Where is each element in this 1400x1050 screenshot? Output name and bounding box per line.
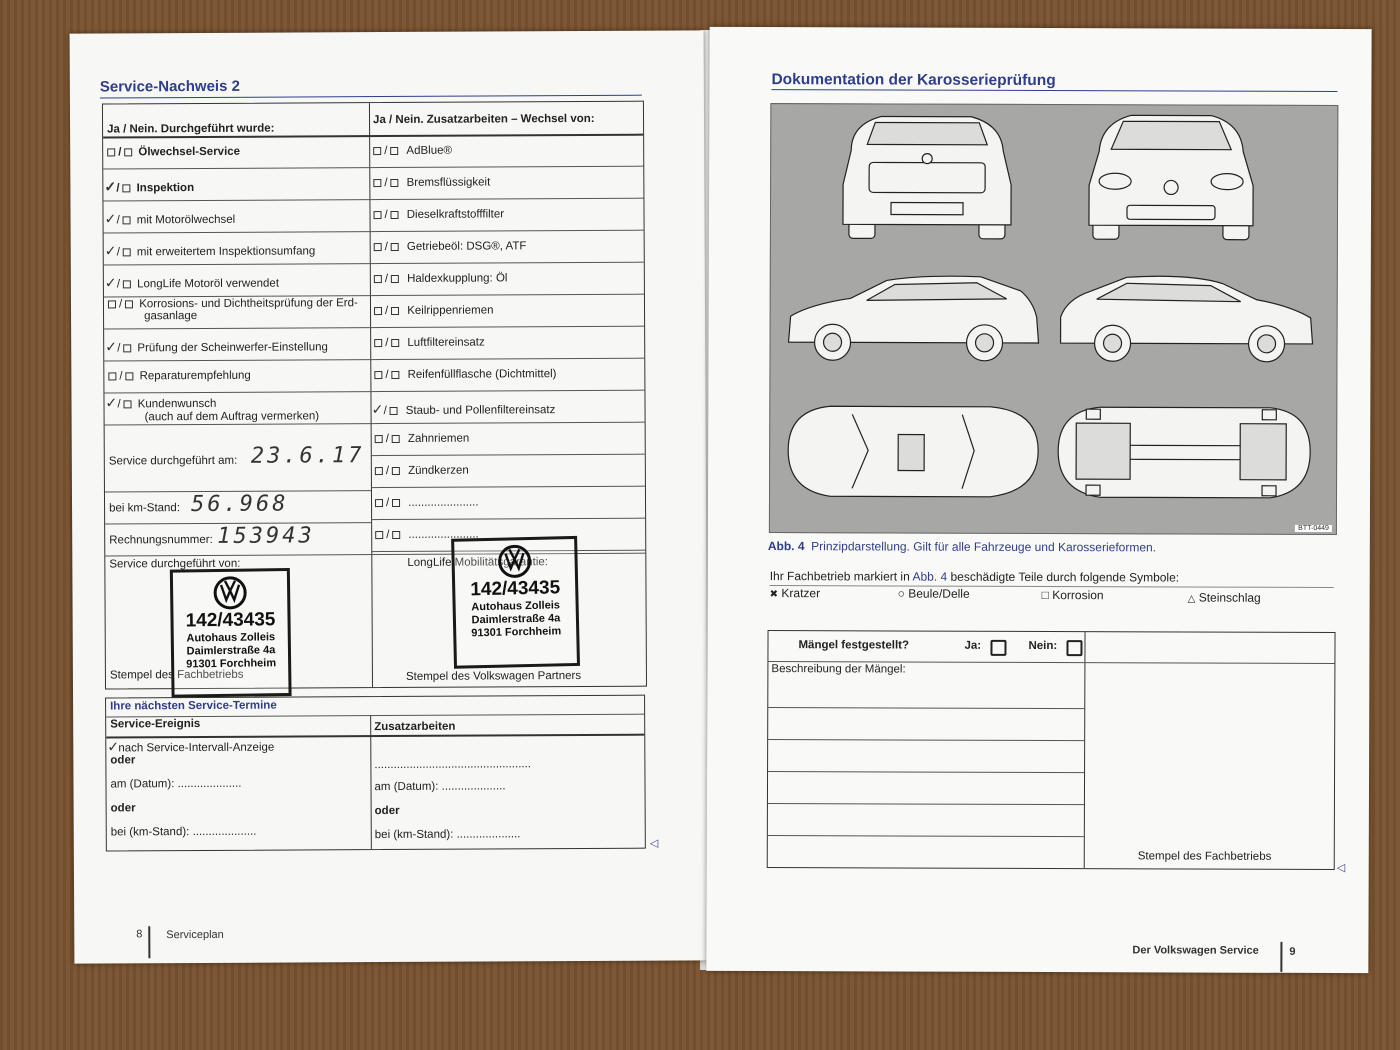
check-mark-icon[interactable]: ✓ [105, 394, 118, 411]
checkbox-icon[interactable] [392, 531, 400, 539]
partner-stamp [451, 536, 580, 669]
symbol-dent: ○ Beule/Delle [897, 586, 970, 601]
figure-code: BTT-0449 [1295, 525, 1332, 532]
service-item[interactable]: ✓/ Inspektion [104, 178, 195, 195]
extra-work-item[interactable]: / Dieselkraftstofffilter [373, 208, 504, 221]
left-page-title: Service-Nachweis 2 [99, 77, 240, 96]
invoice-value: 153943 [217, 523, 315, 549]
table-row-divider [371, 454, 645, 456]
left-section-name: Serviceplan [166, 928, 224, 942]
right-page-number: 9 [1289, 945, 1296, 958]
checkbox-icon[interactable] [375, 499, 383, 507]
stamp-name: Autohaus Zolleis [186, 631, 276, 645]
checkbox-icon[interactable] [374, 243, 382, 251]
stamp-dealer-label-right: Stempel des Fachbetriebs [1137, 850, 1272, 863]
checkbox-icon[interactable] [391, 339, 399, 347]
table-row-divider [370, 326, 644, 328]
extra-work-item[interactable]: / AdBlue® [373, 145, 452, 157]
service-item[interactable]: / Reparaturempfehlung [108, 370, 251, 383]
car-underbody-view-icon [1058, 407, 1310, 498]
service-date-value: 23.6.17 [250, 443, 365, 469]
table-row-divider [103, 167, 369, 169]
checkbox-icon[interactable] [107, 148, 115, 156]
extra-work-item[interactable]: ✓/ Staub- und Pollenfiltereinsatz [371, 401, 556, 418]
checkbox-icon[interactable] [391, 243, 399, 251]
continue-triangle-icon: ◁ [649, 837, 659, 850]
checkbox-icon[interactable] [392, 435, 400, 443]
extra-work-item[interactable]: / Reifenfüllflasche (Dichtmittel) [374, 368, 556, 381]
checkbox-icon[interactable] [392, 371, 400, 379]
marking-instruction: Ihr Fachbetrieb markiert in Abb. 4 beschädigte Teile durch folgende Symbole: [769, 569, 1180, 585]
checkbox-icon[interactable] [123, 248, 131, 256]
description-line[interactable] [768, 707, 1084, 709]
col2-header: Ja / Nein. Zusatzarbeiten – Wechsel von: [372, 112, 595, 127]
stamp-code: 142/43435 [185, 609, 276, 632]
no-checkbox[interactable] [1066, 640, 1082, 656]
checkbox-icon[interactable] [390, 147, 398, 155]
table-row-divider [371, 518, 645, 520]
checkbox-icon[interactable] [374, 371, 382, 379]
checkbox-icon[interactable] [123, 280, 131, 288]
km-value: 56.968 [190, 491, 289, 518]
table-row-divider [370, 294, 644, 296]
check-mark-icon[interactable]: ✓ [104, 210, 117, 227]
title-underline [100, 95, 642, 99]
next-col2-header: Zusatzarbeiten [374, 720, 456, 734]
service-item[interactable]: / Korrosions- und Dichtheitsprüfung der Erd- gasanlage [108, 297, 358, 322]
description-line[interactable] [768, 771, 1084, 773]
next-km-field[interactable]: bei (km-Stand): .................... [110, 825, 257, 839]
longlife-label: LongLife Mobilitätsgarantie: [407, 556, 549, 569]
dealer-stamp [170, 568, 292, 698]
checkbox-icon[interactable] [125, 300, 133, 308]
yes-checkbox[interactable] [990, 640, 1006, 656]
footer-divider [1280, 942, 1282, 972]
service-item[interactable]: / Ölwechsel-Service [107, 146, 240, 159]
next-service-table [105, 695, 646, 852]
next-service-title: Ihre nächsten Service-Termine [110, 699, 277, 713]
extra-work-item[interactable]: / ...................... [375, 497, 479, 510]
table-column-divider [1084, 632, 1086, 868]
stamp-street: Daimlerstraße 4a [471, 612, 561, 627]
extra-work-item[interactable]: / Getriebeöl: DSG®, ATF [374, 240, 527, 253]
checkbox-icon[interactable] [374, 307, 382, 315]
extra-work-item[interactable]: / Keilrippenriemen [374, 304, 494, 317]
title-underline [771, 89, 1337, 92]
checkbox-icon[interactable] [375, 435, 383, 443]
checkbox-icon[interactable] [391, 307, 399, 315]
service-item[interactable]: ✓/ Kundenwunsch (auch auf dem Auftrag vermerken) [105, 394, 320, 424]
checkbox-icon[interactable] [391, 179, 399, 187]
extra-work-item[interactable]: / Luftfiltereinsatz [374, 336, 485, 349]
table-row-divider [103, 199, 369, 201]
checkbox-icon[interactable] [375, 467, 383, 475]
checkbox-icon[interactable] [374, 275, 382, 283]
checkbox-icon[interactable] [392, 467, 400, 475]
checkbox-icon[interactable] [124, 148, 132, 156]
car-diagram-svg [770, 104, 1337, 534]
extra-work-item[interactable]: / ...................... [375, 529, 479, 542]
stamp-name: Autohaus Zolleis [471, 599, 561, 614]
symbol-stone-chip: △ Steinschlag [1187, 590, 1261, 605]
checkbox-icon[interactable] [123, 344, 131, 352]
vw-logo-icon [213, 576, 247, 610]
next-extra-field[interactable]: ................................................. [374, 758, 531, 772]
stamp-city: 91301 Forchheim [186, 657, 277, 671]
check-mark-icon[interactable]: ✓ [104, 178, 117, 195]
table-row-divider [104, 327, 370, 329]
stamp-city: 91301 Forchheim [471, 625, 562, 640]
table-row-divider [369, 166, 643, 168]
check-mark-icon: ✓ [107, 738, 120, 755]
checkbox-icon[interactable] [375, 531, 383, 539]
checkbox-icon[interactable] [123, 216, 131, 224]
car-diagram-figure [769, 103, 1338, 535]
description-line[interactable] [768, 739, 1084, 741]
footer-divider [148, 926, 150, 958]
left-page [70, 30, 709, 963]
checkbox-icon[interactable] [390, 407, 398, 415]
checkbox-icon[interactable] [126, 372, 134, 380]
extra-work-item[interactable]: / Zahnriemen [375, 433, 470, 445]
table-row-divider [106, 714, 644, 718]
table-row-divider [104, 263, 370, 265]
next-extra-km-field[interactable]: bei (km-Stand): .................... [374, 828, 521, 842]
check-mark-icon[interactable]: ✓ [105, 338, 117, 355]
km-label: bei km-Stand: [109, 502, 181, 515]
checkbox-icon[interactable] [374, 211, 382, 219]
extra-work-item[interactable]: / Haldexkupplung: Öl [374, 272, 508, 285]
stamp-street: Daimlerstraße 4a [186, 644, 276, 658]
checkbox-icon[interactable] [391, 211, 399, 219]
col1-header: Ja / Nein. Durchgeführt wurde: [107, 122, 275, 136]
defects-question: Mängel festgestellt? [798, 639, 910, 652]
description-line[interactable] [768, 803, 1084, 805]
table-row-divider [104, 359, 370, 361]
right-footer-title: Der Volkswagen Service [1132, 944, 1259, 957]
defects-table [767, 630, 1336, 870]
symbol-corrosion: □ Korrosion [1041, 588, 1104, 603]
description-line[interactable] [768, 835, 1084, 837]
figure-caption: Abb. 4 Prinzipdarstellung. Gilt für alle Fahrzeuge und Karosserieformen. [767, 539, 1157, 555]
checkbox-icon[interactable] [108, 372, 116, 380]
next-col1-header: Service-Ereignis [110, 717, 201, 731]
stamp-code: 142/43435 [470, 577, 561, 601]
next-extra-date-field[interactable]: am (Datum): .................... [374, 780, 506, 794]
table-row-divider [370, 358, 644, 360]
service-item[interactable]: ✓/ mit erweitertem Inspektionsumfang [104, 242, 316, 259]
checkbox-icon[interactable] [373, 147, 381, 155]
table-row-divider [371, 486, 645, 488]
next-or-2: oder [110, 802, 136, 815]
checkbox-icon[interactable] [124, 400, 132, 408]
service-item[interactable]: ✓/ Prüfung der Scheinwerfer-Einstellung [105, 338, 328, 355]
extra-work-item[interactable]: / Zündkerzen [375, 465, 469, 477]
service-date-label: Service durchgeführt am: [108, 454, 238, 468]
table-row-divider [370, 230, 644, 232]
car-left-side-view-icon [788, 276, 1038, 361]
table-row-divider [370, 262, 644, 264]
car-rear-view-icon [843, 116, 1011, 239]
no-label: Nein: [1028, 639, 1058, 653]
description-label: Beschreibung der Mängel: [771, 663, 906, 676]
checkbox-icon[interactable] [391, 275, 399, 283]
symbol-scratch: ✖ Kratzer [769, 586, 821, 601]
right-page [706, 27, 1371, 973]
checkbox-icon[interactable] [392, 499, 400, 507]
stamp-dealer-label: Stempel des Fachbetriebs [109, 668, 244, 682]
check-mark-icon[interactable]: ✓ [371, 401, 384, 418]
checkbox-icon[interactable] [108, 300, 116, 308]
stamp-partner-label: Stempel des Volkswagen Partners [405, 669, 582, 683]
car-front-view-icon [1089, 115, 1253, 240]
check-mark-icon[interactable]: ✓ [104, 242, 117, 259]
checkbox-icon[interactable] [373, 179, 381, 187]
car-right-side-view-icon [1060, 276, 1312, 362]
yes-label: Ja: [964, 639, 982, 652]
car-top-view-icon [788, 406, 1038, 497]
checkbox-icon[interactable] [123, 184, 131, 192]
next-or-1: oder [110, 754, 136, 767]
check-mark-icon[interactable]: ✓ [104, 274, 117, 291]
service-item[interactable]: ✓/ LongLife Motoröl verwendet [104, 274, 280, 291]
table-column-divider [369, 103, 373, 687]
right-page-title: Dokumentation der Karosserieprüfung [771, 71, 1056, 90]
table-row-divider [105, 423, 371, 425]
table-row-divider [104, 231, 370, 233]
service-item[interactable]: ✓/ mit Motorölwechsel [104, 210, 236, 227]
performed-by-label: Service durchgeführt von: [109, 557, 241, 571]
left-page-number: 8 [136, 928, 143, 941]
next-date-field[interactable]: am (Datum): .................... [110, 777, 242, 791]
continue-triangle-icon: ◁ [1336, 862, 1346, 875]
vw-logo-icon [497, 544, 532, 579]
extra-work-item[interactable]: / Bremsflüssigkeit [373, 176, 490, 189]
invoice-label: Rechnungsnummer: [109, 533, 213, 547]
table-row-divider [369, 198, 643, 200]
next-extra-or: oder [374, 804, 400, 818]
table-row-divider [370, 390, 644, 392]
checkbox-icon[interactable] [374, 339, 382, 347]
next-interval-line: ✓nach Service-Intervall-Anzeige [107, 738, 275, 755]
table-row-divider [371, 422, 645, 424]
